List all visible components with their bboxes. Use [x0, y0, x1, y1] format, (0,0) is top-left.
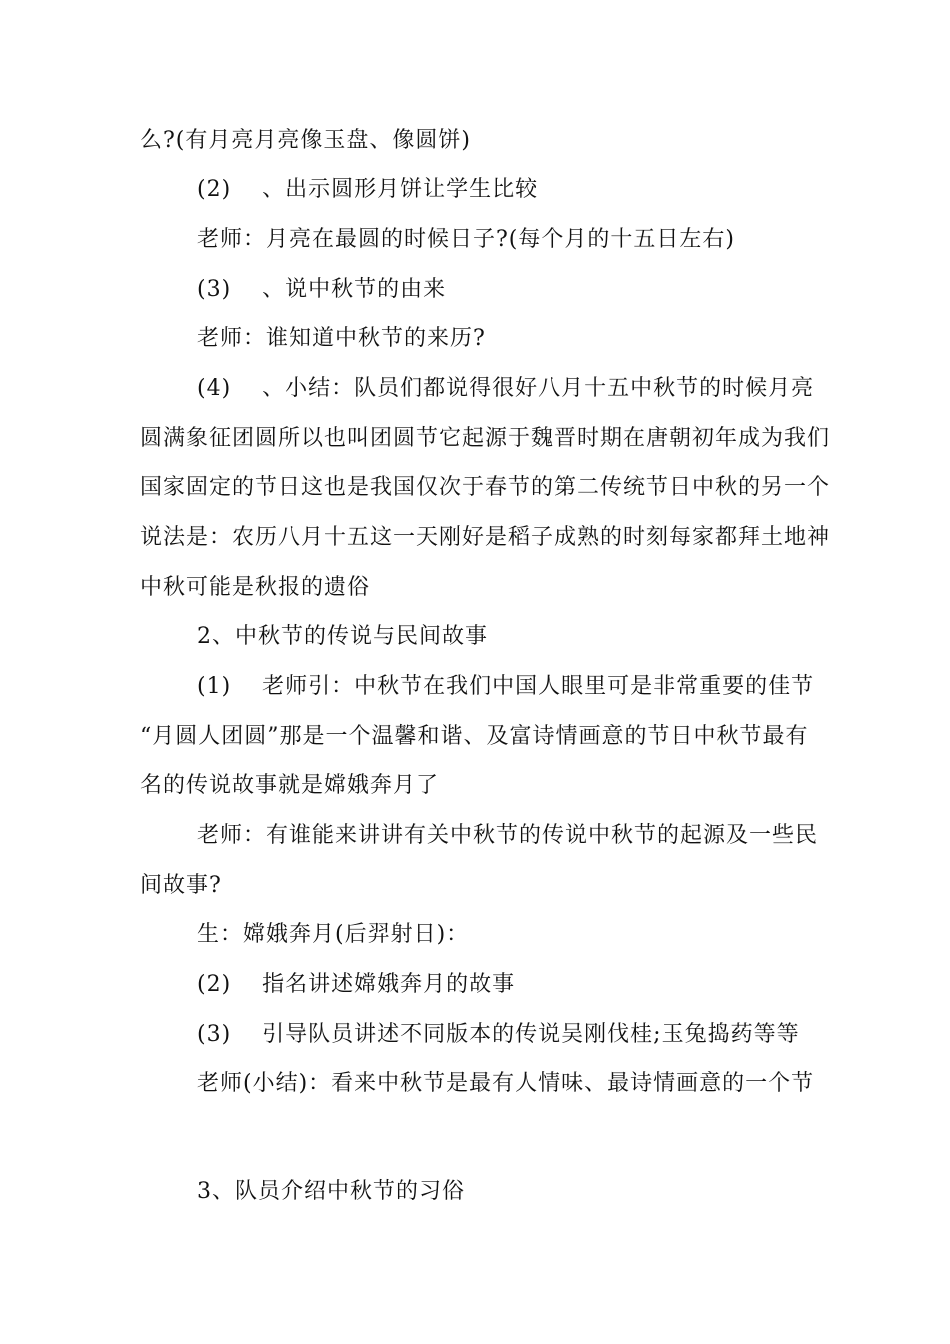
- text-line: 老师：月亮在最圆的时候日子?(每个月的十五日左右): [197, 227, 735, 252]
- text-line: 么?(有月亮月亮像玉盘、像圆饼): [140, 128, 471, 153]
- text-line: 名的传说故事就是嫦娥奔月了: [140, 773, 440, 798]
- section-heading: 3、队员介绍中秋节的习俗: [197, 1179, 465, 1204]
- text-line: (3) 引导队员讲述不同版本的传说吴刚伐桂;玉兔捣药等等: [197, 1022, 800, 1047]
- text-line: (1) 老师引：中秋节在我们中国人眼里可是非常重要的佳节: [197, 674, 815, 699]
- text-line: (3) 、说中秋节的由来: [197, 277, 447, 302]
- text-line: 国家固定的节日这也是我国仅次于春节的第二传统节日中秋的另一个: [140, 475, 831, 500]
- text-line: 圆满象征团圆所以也叫团圆节它起源于魏晋时期在唐朝初年成为我们: [140, 426, 831, 451]
- text-line: 生：嫦娥奔月(后羿射日)：: [197, 922, 470, 947]
- text-line: (4) 、小结：队员们都说得很好八月十五中秋节的时候月亮: [197, 376, 815, 401]
- section-heading: 2、中秋节的传说与民间故事: [197, 624, 488, 649]
- text-line: “月圆人团圆”那是一个温馨和谐、及富诗情画意的节日中秋节最有: [140, 724, 809, 749]
- text-line: 间故事?: [140, 873, 222, 898]
- text-line: 老师：有谁能来讲讲有关中秋节的传说中秋节的起源及一些民: [197, 823, 819, 848]
- text-line: 说法是：农历八月十五这一天刚好是稻子成熟的时刻每家都拜土地神: [140, 525, 831, 550]
- text-line: (2) 指名讲述嫦娥奔月的故事: [197, 972, 516, 997]
- text-line: 老师(小结)：看来中秋节是最有人情味、最诗情画意的一个节: [197, 1071, 815, 1096]
- text-line: 老师：谁知道中秋节的来历?: [197, 326, 486, 351]
- text-line: 中秋可能是秋报的遗俗: [140, 575, 371, 600]
- text-line: (2) 、出示圆形月饼让学生比较: [197, 177, 539, 202]
